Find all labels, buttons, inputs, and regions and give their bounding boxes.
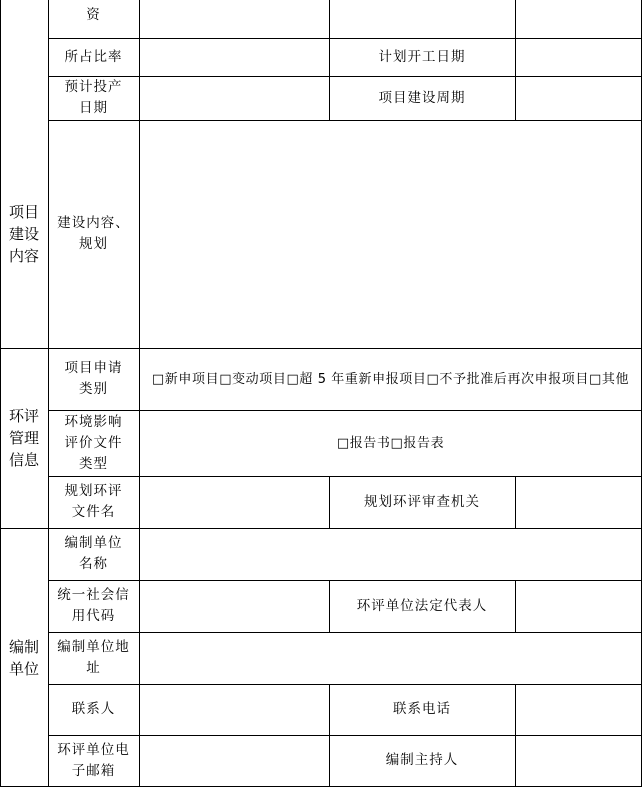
label-compiler-name: 编制单位 名称 (64, 535, 123, 572)
label-ratio: 所占比率 (64, 48, 123, 65)
label-document-type: 环境影响 评价文件 类型 (64, 413, 123, 472)
investment-value-field[interactable] (140, 0, 329, 38)
label-construction-period: 项目建设周期 (378, 89, 466, 106)
construction-period-field[interactable] (516, 77, 641, 120)
investment-extra-field-2[interactable] (516, 0, 641, 38)
label-email: 环评单位电 子邮箱 (57, 741, 130, 779)
production-date-field[interactable] (140, 77, 329, 120)
label-credit-code: 统一社会信 用代码 (57, 587, 130, 624)
document-type-options[interactable]: □报告书□报告表 (336, 436, 445, 451)
compiler-address-field[interactable] (140, 633, 641, 684)
plan-doc-name-field[interactable] (140, 477, 329, 528)
contact-person-field[interactable] (140, 685, 329, 735)
label-investment: 资 (86, 6, 101, 23)
label-host: 编制主持人 (385, 752, 459, 768)
legal-representative-field[interactable] (516, 581, 641, 632)
host-field[interactable] (516, 736, 641, 786)
label-plan-doc-name: 规划环评 文件名 (64, 483, 123, 520)
label-phone: 联系电话 (393, 701, 451, 717)
content-scale-field[interactable] (140, 121, 641, 348)
label-review-authority: 规划环评审查机关 (364, 493, 480, 510)
label-legal-representative: 环评单位法定代表人 (356, 597, 488, 614)
ratio-field[interactable] (140, 39, 329, 76)
label-application-type: 项目申请 类别 (64, 360, 123, 397)
label-contact-person: 联系人 (71, 701, 116, 717)
credit-code-field[interactable] (140, 581, 329, 632)
section-eia-management: 环评 管理 信息 (8, 407, 39, 469)
application-type-options[interactable]: □新申项目□变动项目□超 5 年重新申报项目□不予批准后再次申报项目□其他 (151, 372, 630, 387)
section-compiler-unit: 编制 单位 (8, 637, 39, 678)
label-start-date: 计划开工日期 (378, 48, 466, 65)
phone-field[interactable] (516, 685, 641, 735)
section-construction-content: 项目 建设 内容 (8, 203, 39, 265)
email-field[interactable] (140, 736, 329, 786)
review-authority-field[interactable] (516, 477, 641, 528)
investment-extra-field[interactable] (330, 0, 515, 38)
compiler-name-field[interactable] (140, 529, 641, 580)
start-date-field[interactable] (516, 39, 641, 76)
label-production-date: 预计投产 日期 (64, 79, 123, 116)
label-content-scale: 建设内容、 规划 (57, 215, 130, 252)
label-compiler-address: 编制单位地 址 (57, 639, 130, 676)
